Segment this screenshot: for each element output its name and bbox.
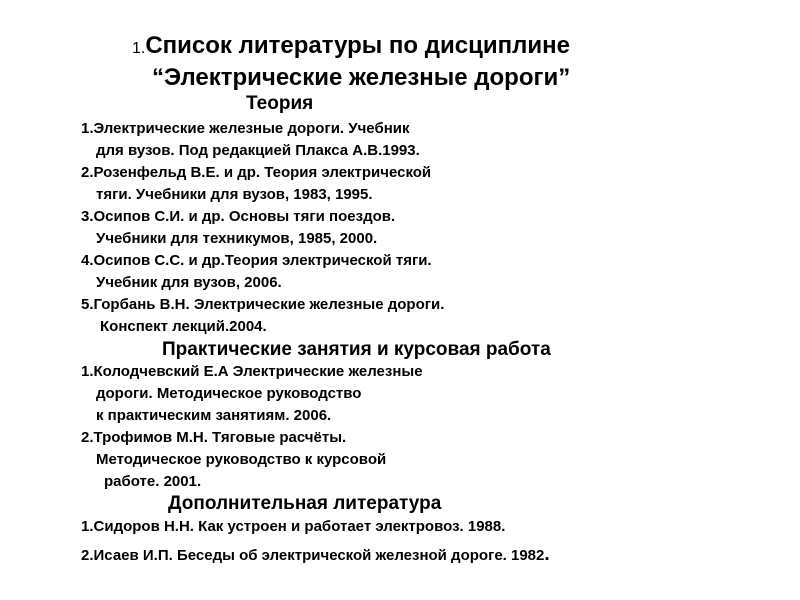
- reference-item-continuation: Методическое руководство к курсовой: [96, 451, 387, 468]
- reference-item-continuation: работе. 2001.: [104, 473, 202, 490]
- section-heading-additional: Дополнительная литература: [168, 493, 442, 514]
- reference-item: [81, 545, 550, 564]
- reference-item: 5.Горбань В.Н. Электрические железные дороги.: [81, 296, 445, 313]
- reference-item: 2.Розенфельд В.Е. и др. Теория электрической: [81, 164, 432, 181]
- reference-item: 3.Осипов С.И. и др. Основы тяги поездов.: [81, 208, 396, 225]
- reference-item: 1.Сидоров Н.Н. Как устроен и работает электровоз. 1988.: [81, 518, 506, 535]
- title-text-line-2: “Электрические железные дороги”: [152, 64, 571, 91]
- document-title-line-2: [152, 66, 570, 90]
- reference-item-continuation: к практическим занятиям. 2006.: [96, 407, 332, 424]
- title-text-line-1: Список литературы по дисциплине: [145, 32, 570, 59]
- reference-item: 1.Колодчевский Е.А Электрические железные: [81, 363, 423, 380]
- reference-item: 4.Осипов С.С. и др.Теория электрической тяги.: [81, 252, 432, 269]
- reference-item-continuation: Конспект лекций.2004.: [100, 318, 267, 335]
- document-title-line-1: [132, 34, 570, 58]
- section-heading-theory: Теория: [246, 93, 314, 114]
- reference-item-continuation: дороги. Методическое руководство: [96, 385, 362, 402]
- reference-item-end-mark: .: [544, 544, 550, 565]
- reference-item: 2.Трофимов М.Н. Тяговые расчёты.: [81, 429, 347, 446]
- reference-item: 1.Электрические железные дороги. Учебник: [81, 120, 410, 137]
- reference-item-continuation: Учебник для вузов, 2006.: [96, 274, 282, 291]
- section-heading-practice: Практические занятия и курсовая работа: [162, 339, 551, 360]
- reference-item-text: 2.Исаев И.П. Беседы об электрической железной дороге. 1982: [81, 547, 545, 564]
- reference-item-continuation: Учебники для техникумов, 1985, 2000.: [96, 230, 378, 247]
- reference-item-continuation: тяги. Учебники для вузов, 1983, 1995.: [96, 186, 373, 203]
- reference-item-continuation: для вузов. Под редакцией Плакса А.В.1993.: [96, 142, 420, 159]
- title-number: 1.: [132, 40, 146, 57]
